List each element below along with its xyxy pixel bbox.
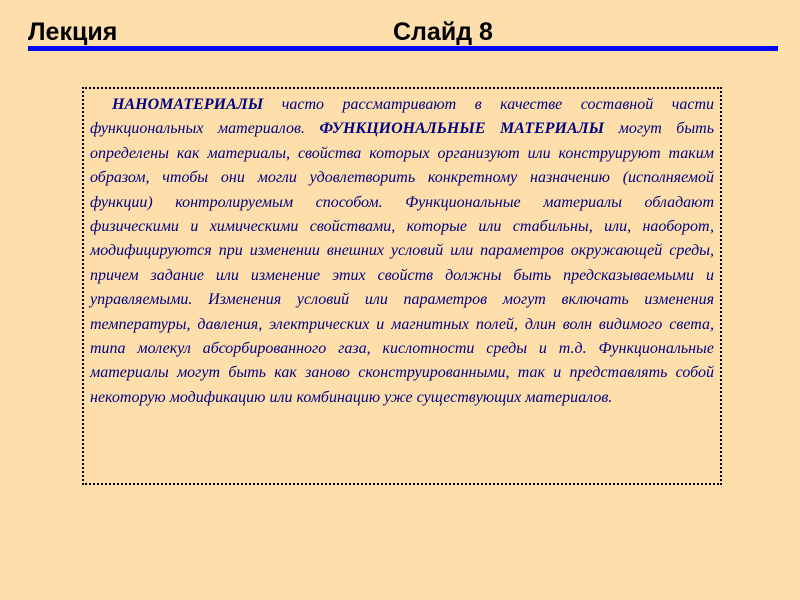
lecture-title: Лекция bbox=[28, 18, 118, 46]
paragraph-text-1: часто рассматривают в качестве составной части функциональных материалов. bbox=[90, 96, 714, 138]
term-nanomaterials: НАНОМАТЕРИАЛЫ bbox=[112, 96, 264, 113]
header-divider bbox=[28, 46, 778, 51]
term-functional-materials: ФУНКЦИОНАЛЬНЫЕ МАТЕРИАЛЫ bbox=[319, 120, 605, 138]
content-box bbox=[82, 87, 722, 485]
paragraph-text-2: могут быть определены как материалы, свойства которых организуют или конструируют таким образом, чтобы они могли удовлетворить конкретному назначению (исполняемой функции) контролируемым способом. Функциональные материалы обладают физическими и химическими свойствами, которые или стабильны, или, наоборот, модифицируются при изменении внешних условий или параметров окружающей среды, причем задание или изменение этих свойств должны быть предсказываемыми и управляемыми. Изменения условий или параметров могут включать изменения температуры, давления, электрических и магнитных полей, длин волн видимого света, типа молекул абсорбированного газа, кислотности среды и т.д. Функциональные материалы могут быть как заново сконструированными, так и представлять собой некоторую модификацию или комбинацию уже существующих материалов. bbox=[90, 120, 715, 406]
slide-number: Слайд 8 bbox=[393, 18, 493, 46]
content-paragraph bbox=[90, 93, 714, 410]
